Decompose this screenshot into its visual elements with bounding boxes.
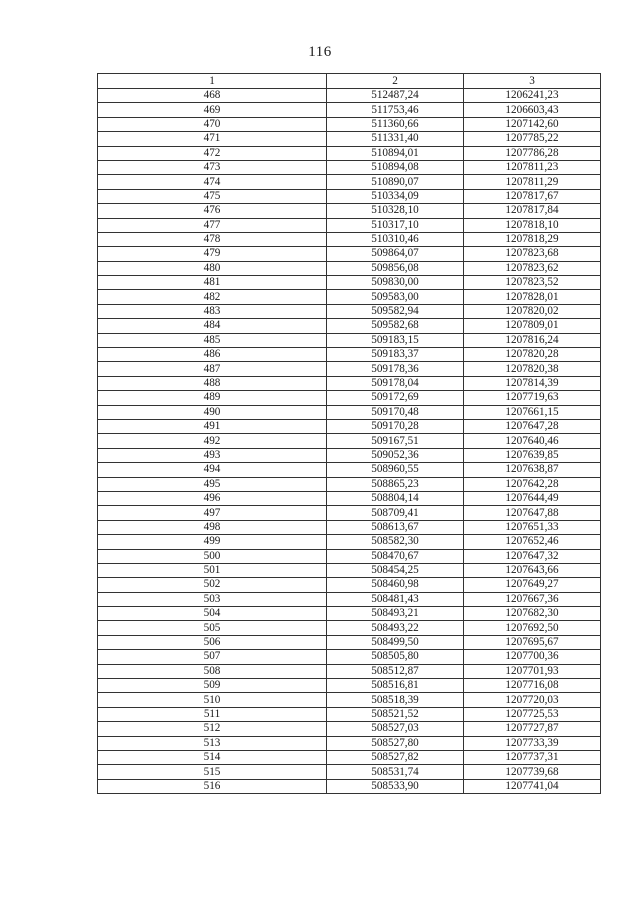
table-row	[98, 448, 601, 462]
x-coordinate-cell: 511360,66	[327, 117, 464, 131]
point-number-cell: 485	[98, 333, 327, 347]
table-row	[98, 391, 601, 405]
x-coordinate-cell: 509178,36	[327, 362, 464, 376]
y-coordinate-cell: 1207652,46	[464, 535, 601, 549]
y-coordinate-cell: 1207719,63	[464, 391, 601, 405]
x-coordinate-cell: 508804,14	[327, 491, 464, 505]
x-coordinate-cell: 508470,67	[327, 549, 464, 563]
point-number-cell: 487	[98, 362, 327, 376]
point-number-cell: 489	[98, 391, 327, 405]
point-number-cell: 476	[98, 204, 327, 218]
table-row	[98, 535, 601, 549]
x-coordinate-cell: 511753,46	[327, 103, 464, 117]
table-row	[98, 707, 601, 721]
table-row	[98, 419, 601, 433]
y-coordinate-cell: 1207820,02	[464, 304, 601, 318]
point-number-cell: 495	[98, 477, 327, 491]
x-coordinate-cell: 510334,09	[327, 189, 464, 203]
table-row	[98, 477, 601, 491]
point-number-cell: 486	[98, 348, 327, 362]
x-coordinate-cell: 510328,10	[327, 204, 464, 218]
point-number-cell: 513	[98, 736, 327, 750]
x-coordinate-cell: 508493,21	[327, 607, 464, 621]
x-coordinate-cell: 508499,50	[327, 635, 464, 649]
x-coordinate-cell: 508521,52	[327, 707, 464, 721]
point-number-cell: 475	[98, 189, 327, 203]
x-coordinate-cell: 508493,22	[327, 621, 464, 635]
table-row	[98, 650, 601, 664]
y-coordinate-cell: 1207823,52	[464, 276, 601, 290]
point-number-cell: 505	[98, 621, 327, 635]
y-coordinate-cell: 1207701,93	[464, 664, 601, 678]
point-number-cell: 511	[98, 707, 327, 721]
y-coordinate-cell: 1207820,38	[464, 362, 601, 376]
point-number-cell: 471	[98, 132, 327, 146]
point-number-cell: 483	[98, 304, 327, 318]
y-coordinate-cell: 1207817,67	[464, 189, 601, 203]
y-coordinate-cell: 1207823,62	[464, 261, 601, 275]
x-coordinate-cell: 508481,43	[327, 592, 464, 606]
table-row	[98, 736, 601, 750]
point-number-cell: 490	[98, 405, 327, 419]
x-coordinate-cell: 508582,30	[327, 535, 464, 549]
point-number-cell: 503	[98, 592, 327, 606]
table-row	[98, 405, 601, 419]
point-number-cell: 494	[98, 463, 327, 477]
y-coordinate-cell: 1207644,49	[464, 491, 601, 505]
table-row	[98, 247, 601, 261]
x-coordinate-cell: 508960,55	[327, 463, 464, 477]
table-row	[98, 693, 601, 707]
y-coordinate-cell: 1207817,84	[464, 204, 601, 218]
point-number-cell: 506	[98, 635, 327, 649]
y-coordinate-cell: 1207700,36	[464, 650, 601, 664]
table-row	[98, 362, 601, 376]
y-coordinate-cell: 1207816,24	[464, 333, 601, 347]
y-coordinate-cell: 1207661,15	[464, 405, 601, 419]
table-row	[98, 333, 601, 347]
table-row	[98, 750, 601, 764]
y-coordinate-cell: 1206241,23	[464, 89, 601, 103]
x-coordinate-cell: 509172,69	[327, 391, 464, 405]
table-row	[98, 376, 601, 390]
point-number-cell: 479	[98, 247, 327, 261]
x-coordinate-cell: 509183,37	[327, 348, 464, 362]
column-header-3: 3	[464, 74, 601, 89]
x-coordinate-cell: 508518,39	[327, 693, 464, 707]
coordinates-table	[97, 73, 601, 794]
table-row	[98, 276, 601, 290]
table-row	[98, 232, 601, 246]
table-row	[98, 765, 601, 779]
x-coordinate-cell: 512487,24	[327, 89, 464, 103]
x-coordinate-cell: 508531,74	[327, 765, 464, 779]
x-coordinate-cell: 509856,08	[327, 261, 464, 275]
y-coordinate-cell: 1207818,10	[464, 218, 601, 232]
point-number-cell: 514	[98, 750, 327, 764]
table-row	[98, 261, 601, 275]
x-coordinate-cell: 509170,48	[327, 405, 464, 419]
y-coordinate-cell: 1207695,67	[464, 635, 601, 649]
point-number-cell: 507	[98, 650, 327, 664]
point-number-cell: 497	[98, 506, 327, 520]
point-number-cell: 477	[98, 218, 327, 232]
point-number-cell: 499	[98, 535, 327, 549]
x-coordinate-cell: 508527,82	[327, 750, 464, 764]
table-row	[98, 779, 601, 793]
x-coordinate-cell: 509864,07	[327, 247, 464, 261]
y-coordinate-cell: 1207639,85	[464, 448, 601, 462]
point-number-cell: 478	[98, 232, 327, 246]
point-number-cell: 484	[98, 319, 327, 333]
table-row	[98, 563, 601, 577]
x-coordinate-cell: 509582,94	[327, 304, 464, 318]
table-body	[98, 89, 601, 794]
x-coordinate-cell: 509830,00	[327, 276, 464, 290]
y-coordinate-cell: 1206603,43	[464, 103, 601, 117]
x-coordinate-cell: 509167,51	[327, 434, 464, 448]
y-coordinate-cell: 1207811,23	[464, 160, 601, 174]
x-coordinate-cell: 508865,23	[327, 477, 464, 491]
x-coordinate-cell: 508613,67	[327, 520, 464, 534]
x-coordinate-cell: 510894,08	[327, 160, 464, 174]
point-number-cell: 491	[98, 419, 327, 433]
x-coordinate-cell: 510890,07	[327, 175, 464, 189]
column-header-1: 1	[98, 74, 327, 89]
table-row	[98, 621, 601, 635]
point-number-cell: 515	[98, 765, 327, 779]
y-coordinate-cell: 1207741,04	[464, 779, 601, 793]
table-row	[98, 189, 601, 203]
y-coordinate-cell: 1207640,46	[464, 434, 601, 448]
table-row	[98, 319, 601, 333]
point-number-cell: 516	[98, 779, 327, 793]
point-number-cell: 500	[98, 549, 327, 563]
table-row	[98, 722, 601, 736]
y-coordinate-cell: 1207647,28	[464, 419, 601, 433]
page-number: 116	[308, 44, 332, 60]
x-coordinate-cell: 508527,80	[327, 736, 464, 750]
table-row	[98, 635, 601, 649]
table-row	[98, 578, 601, 592]
table-row	[98, 679, 601, 693]
x-coordinate-cell: 508709,41	[327, 506, 464, 520]
y-coordinate-cell: 1207814,39	[464, 376, 601, 390]
header-row	[98, 74, 601, 89]
y-coordinate-cell: 1207692,50	[464, 621, 601, 635]
table-row	[98, 218, 601, 232]
y-coordinate-cell: 1207818,29	[464, 232, 601, 246]
point-number-cell: 508	[98, 664, 327, 678]
table-row	[98, 491, 601, 505]
table-row	[98, 132, 601, 146]
y-coordinate-cell: 1207647,32	[464, 549, 601, 563]
table-row	[98, 549, 601, 563]
y-coordinate-cell: 1207739,68	[464, 765, 601, 779]
y-coordinate-cell: 1207785,22	[464, 132, 601, 146]
x-coordinate-cell: 511331,40	[327, 132, 464, 146]
x-coordinate-cell: 508516,81	[327, 679, 464, 693]
y-coordinate-cell: 1207647,88	[464, 506, 601, 520]
x-coordinate-cell: 508512,87	[327, 664, 464, 678]
point-number-cell: 496	[98, 491, 327, 505]
table-row	[98, 175, 601, 189]
table-row	[98, 463, 601, 477]
table-row	[98, 103, 601, 117]
table-row	[98, 204, 601, 218]
y-coordinate-cell: 1207737,31	[464, 750, 601, 764]
y-coordinate-cell: 1207682,30	[464, 607, 601, 621]
point-number-cell: 509	[98, 679, 327, 693]
point-number-cell: 501	[98, 563, 327, 577]
y-coordinate-cell: 1207651,33	[464, 520, 601, 534]
y-coordinate-cell: 1207649,27	[464, 578, 601, 592]
point-number-cell: 502	[98, 578, 327, 592]
y-coordinate-cell: 1207667,36	[464, 592, 601, 606]
y-coordinate-cell: 1207142,60	[464, 117, 601, 131]
table-row	[98, 89, 601, 103]
y-coordinate-cell: 1207820,28	[464, 348, 601, 362]
table-row	[98, 146, 601, 160]
point-number-cell: 493	[98, 448, 327, 462]
point-number-cell: 498	[98, 520, 327, 534]
table-row	[98, 664, 601, 678]
y-coordinate-cell: 1207643,66	[464, 563, 601, 577]
point-number-cell: 472	[98, 146, 327, 160]
column-header-2: 2	[327, 74, 464, 89]
y-coordinate-cell: 1207727,87	[464, 722, 601, 736]
table-row	[98, 290, 601, 304]
x-coordinate-cell: 510310,46	[327, 232, 464, 246]
x-coordinate-cell: 508454,25	[327, 563, 464, 577]
point-number-cell: 512	[98, 722, 327, 736]
table-row	[98, 520, 601, 534]
y-coordinate-cell: 1207638,87	[464, 463, 601, 477]
x-coordinate-cell: 509582,68	[327, 319, 464, 333]
point-number-cell: 510	[98, 693, 327, 707]
table-row	[98, 434, 601, 448]
table-row	[98, 348, 601, 362]
point-number-cell: 468	[98, 89, 327, 103]
point-number-cell: 473	[98, 160, 327, 174]
x-coordinate-cell: 509178,04	[327, 376, 464, 390]
point-number-cell: 469	[98, 103, 327, 117]
y-coordinate-cell: 1207642,28	[464, 477, 601, 491]
point-number-cell: 482	[98, 290, 327, 304]
point-number-cell: 474	[98, 175, 327, 189]
y-coordinate-cell: 1207720,03	[464, 693, 601, 707]
table-row	[98, 506, 601, 520]
table-row	[98, 592, 601, 606]
point-number-cell: 470	[98, 117, 327, 131]
table-row	[98, 304, 601, 318]
y-coordinate-cell: 1207811,29	[464, 175, 601, 189]
y-coordinate-cell: 1207716,08	[464, 679, 601, 693]
x-coordinate-cell: 509183,15	[327, 333, 464, 347]
point-number-cell: 504	[98, 607, 327, 621]
table-header	[98, 74, 601, 89]
x-coordinate-cell: 509170,28	[327, 419, 464, 433]
point-number-cell: 492	[98, 434, 327, 448]
x-coordinate-cell: 509052,36	[327, 448, 464, 462]
point-number-cell: 480	[98, 261, 327, 275]
y-coordinate-cell: 1207823,68	[464, 247, 601, 261]
y-coordinate-cell: 1207733,39	[464, 736, 601, 750]
table-row	[98, 607, 601, 621]
y-coordinate-cell: 1207828,01	[464, 290, 601, 304]
table-row	[98, 160, 601, 174]
x-coordinate-cell: 508505,80	[327, 650, 464, 664]
table-row	[98, 117, 601, 131]
point-number-cell: 481	[98, 276, 327, 290]
x-coordinate-cell: 508533,90	[327, 779, 464, 793]
y-coordinate-cell: 1207809,01	[464, 319, 601, 333]
y-coordinate-cell: 1207725,53	[464, 707, 601, 721]
x-coordinate-cell: 509583,00	[327, 290, 464, 304]
point-number-cell: 488	[98, 376, 327, 390]
x-coordinate-cell: 508527,03	[327, 722, 464, 736]
x-coordinate-cell: 508460,98	[327, 578, 464, 592]
x-coordinate-cell: 510317,10	[327, 218, 464, 232]
x-coordinate-cell: 510894,01	[327, 146, 464, 160]
y-coordinate-cell: 1207786,28	[464, 146, 601, 160]
